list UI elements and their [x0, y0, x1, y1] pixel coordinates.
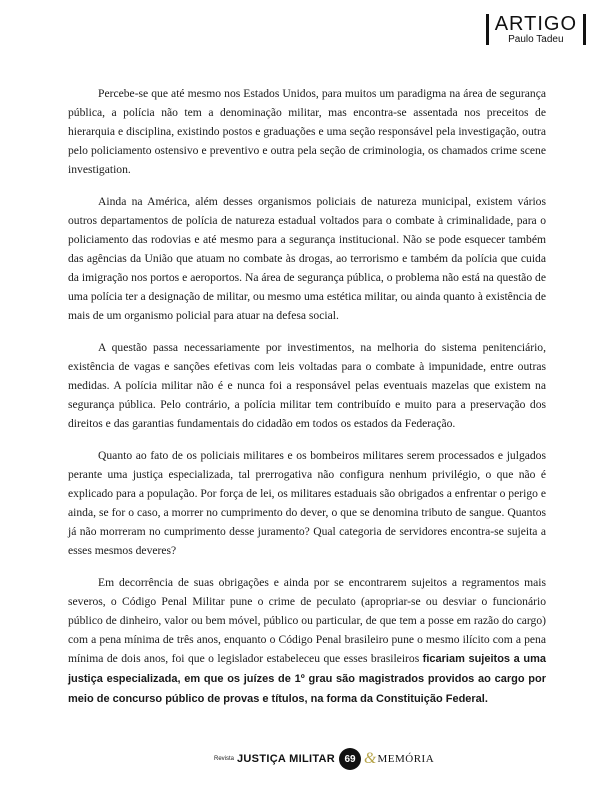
footer-ampersand: & — [364, 750, 377, 767]
paragraph-1: Percebe-se que até mesmo nos Estados Unidos, para muitos um paradigma na área de segurança pública, a polícia não tem a denominação militar, mas encontra-se assentada nos preceitos de hierarquia e disciplina, existindo postos e graduações e uma seção responsável pela investigação, outra pelo policiamento ostensivo e preventivo e outra pela seção de criminologia, os chamados crime scene investigation. — [68, 87, 546, 176]
header-right-bar — [583, 14, 586, 45]
author-name: Paulo Tadeu — [508, 34, 564, 45]
section-title: ARTIGO — [494, 13, 577, 35]
page-number: 69 — [339, 748, 361, 770]
paragraph-3: A questão passa necessariamente por investimentos, na melhoria do sistema penitenciário, existência de vagas e sanções efetivas com leis voltadas para o combate à impunidade, entre outras medidas. A polícia militar não é e nunca foi a responsável pelas eventuais mazelas que existem na segurança pública. Pelo contrário, a polícia militar tem contribuído e muito para a preservação dos direitos e das garantias fundamentais do cidadão em todos os estados da Federação. — [68, 341, 546, 430]
article-body — [68, 84, 546, 722]
footer-brand: JUSTIÇA MILITAR — [237, 753, 336, 765]
paragraph-4: Quanto ao fato de os policiais militares e os bombeiros militares serem processados e julgados perante uma justiça especializada, tal prerrogativa não configura nenhum privilégio, o que não é explicado para a população. Por força de lei, os militares estaduais são obrigados a enfrentar o perigo e ainda, se for o caso, a morrer no cumprimento do dever, o que se denomina tributo de sangue. Quantos já não morreram no cumprimento desse juramento? Qual categoria de servidores encontra-se sujeita a esses mesmos deveres? — [68, 449, 546, 557]
page-footer — [214, 748, 434, 770]
footer-suffix: MEMÓRIA — [377, 753, 435, 765]
header-box — [489, 14, 583, 45]
footer-prefix: Revista — [214, 756, 235, 762]
paragraph-5-bold: ficariam sujeitos a uma justiça especializada, em que os juízes de 1º grau são magistrados providos ao cargo por meio de concurso público de provas e títulos, na forma da Constituição Federal. — [68, 653, 546, 705]
paragraph-5-regular: Em decorrência de suas obrigações e ainda por se encontrarem sujeitos a regramentos mais severos, o Código Penal Militar pune o crime de peculato (apropriar-se ou desviar o funcionário público de dinheiro, valor ou bem móvel, público ou particular, de que tem a posse em razão do cargo) com a pena mínima de três anos, enquanto o Código Penal brasileiro pune o mesmo ilícito com a pena mínima de dois anos, foi que o legislador estabeleceu que esses brasileiros — [68, 576, 546, 665]
paragraph-5 — [68, 573, 546, 709]
article-header — [486, 14, 586, 45]
paragraph-2: Ainda na América, além desses organismos policiais de natureza municipal, existem vários outros departamentos de polícia de natureza estadual voltados para o combate à criminalidade, para o policiamento das rodovias e até mesmo para a segurança institucional. Não se pode esquecer também das agências da União que atuam no combate às drogas, ao terrorismo e também da polícia que cuida da imigração nos portos e aeroportos. Na área de segurança pública, o problema não está na questão de uma polícia ter a designação de militar, ou mesmo uma estética militar, ou ainda quanto à existência de mais de um organismo policial para atuar na defesa social. — [68, 195, 546, 322]
